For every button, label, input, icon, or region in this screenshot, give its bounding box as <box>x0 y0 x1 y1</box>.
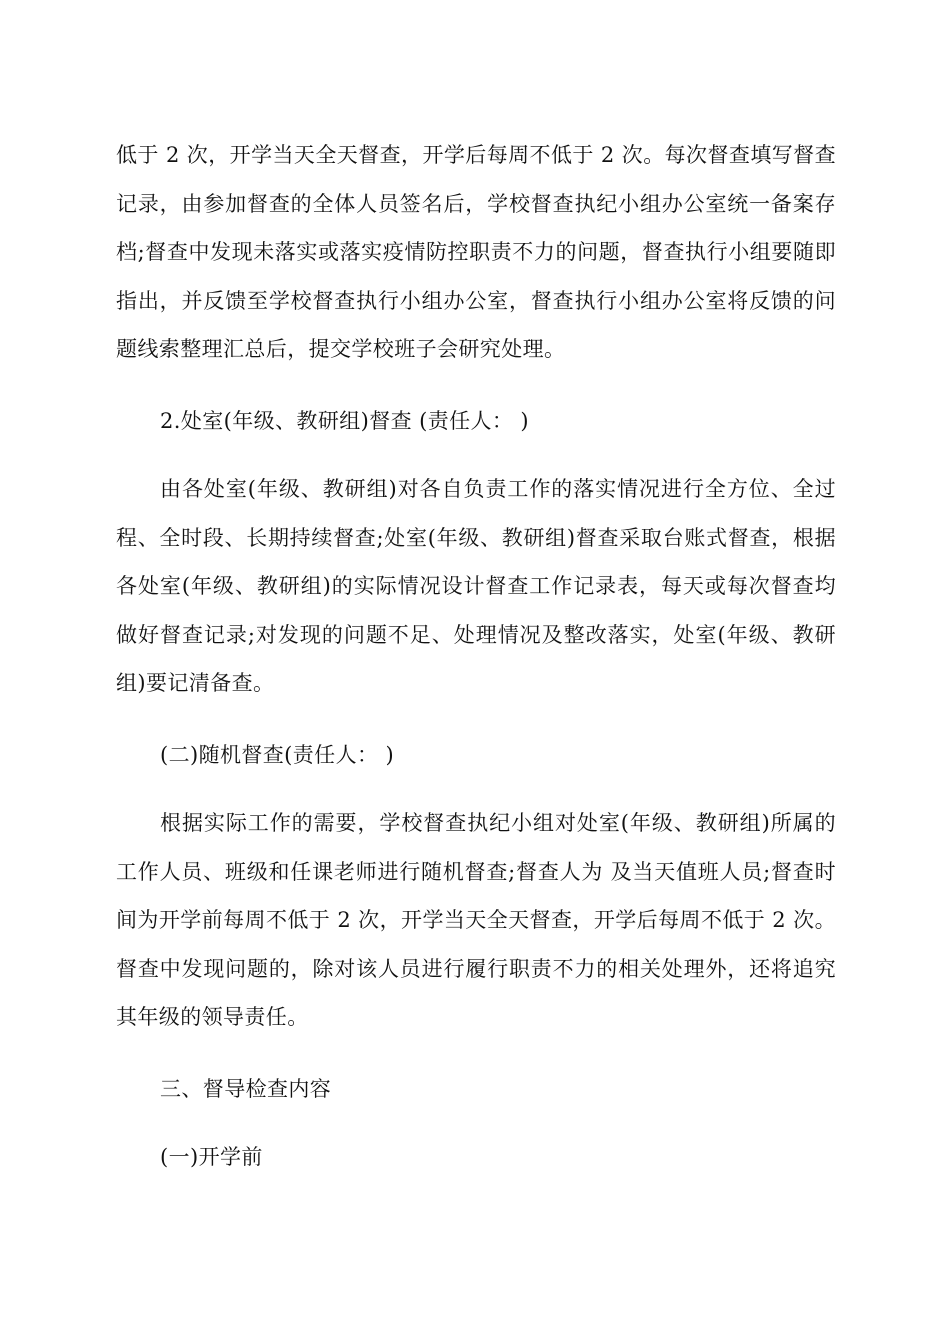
document-page <box>116 131 836 1182</box>
heading-department-supervision: 2.处室(年级、教研组)督查 (责任人： ) <box>160 408 529 433</box>
paragraph-random-supervision: 根据实际工作的需要，学校督查执纪小组对处室(年级、教研组)所属的工作人员、班级和任课老师进行随机督查;督查人为 及当天值班人员;督查时间为开学前每周不低于 2 次，开学当天全天督查，开学后每周不低于 2 次。督查中发现问题的，除对该人员进行履行职责不力的相关处理外，还将追究其年级的领导责任。 <box>116 811 836 1029</box>
heading-random-supervision: (二)随机督查(责任人： ) <box>160 742 395 767</box>
paragraph-department-supervision: 由各处室(年级、教研组)对各自负责工作的落实情况进行全方位、全过程、全时段、长期持续督查;处室(年级、教研组)督查采取台账式督查，根据各处室(年级、教研组)的实际情况设计督查工作记录表，每天或每次督查均做好督查记录;对发现的问题不足、处理情况及整改落实，处室(年级、教研组)要记清备查。 <box>116 477 836 695</box>
heading-inspection-content: 三、督导检查内容 <box>160 1076 332 1101</box>
paragraph-supervision-frequency: 低于 2 次，开学当天全天督查，开学后每周不低于 2 次。每次督查填写督查记录，由参加督查的全体人员签名后，学校督查执纪小组办公室统一备案存档;督查中发现未落实或落实疫情防控职责不力的问题，督查执行小组要随即指出，并反馈至学校督查执行小组办公室，督查执行小组办公室将反馈的问题线索整理汇总后，提交学校班子会研究处理。 <box>116 143 836 361</box>
heading-before-school-opening: (一)开学前 <box>160 1145 263 1169</box>
